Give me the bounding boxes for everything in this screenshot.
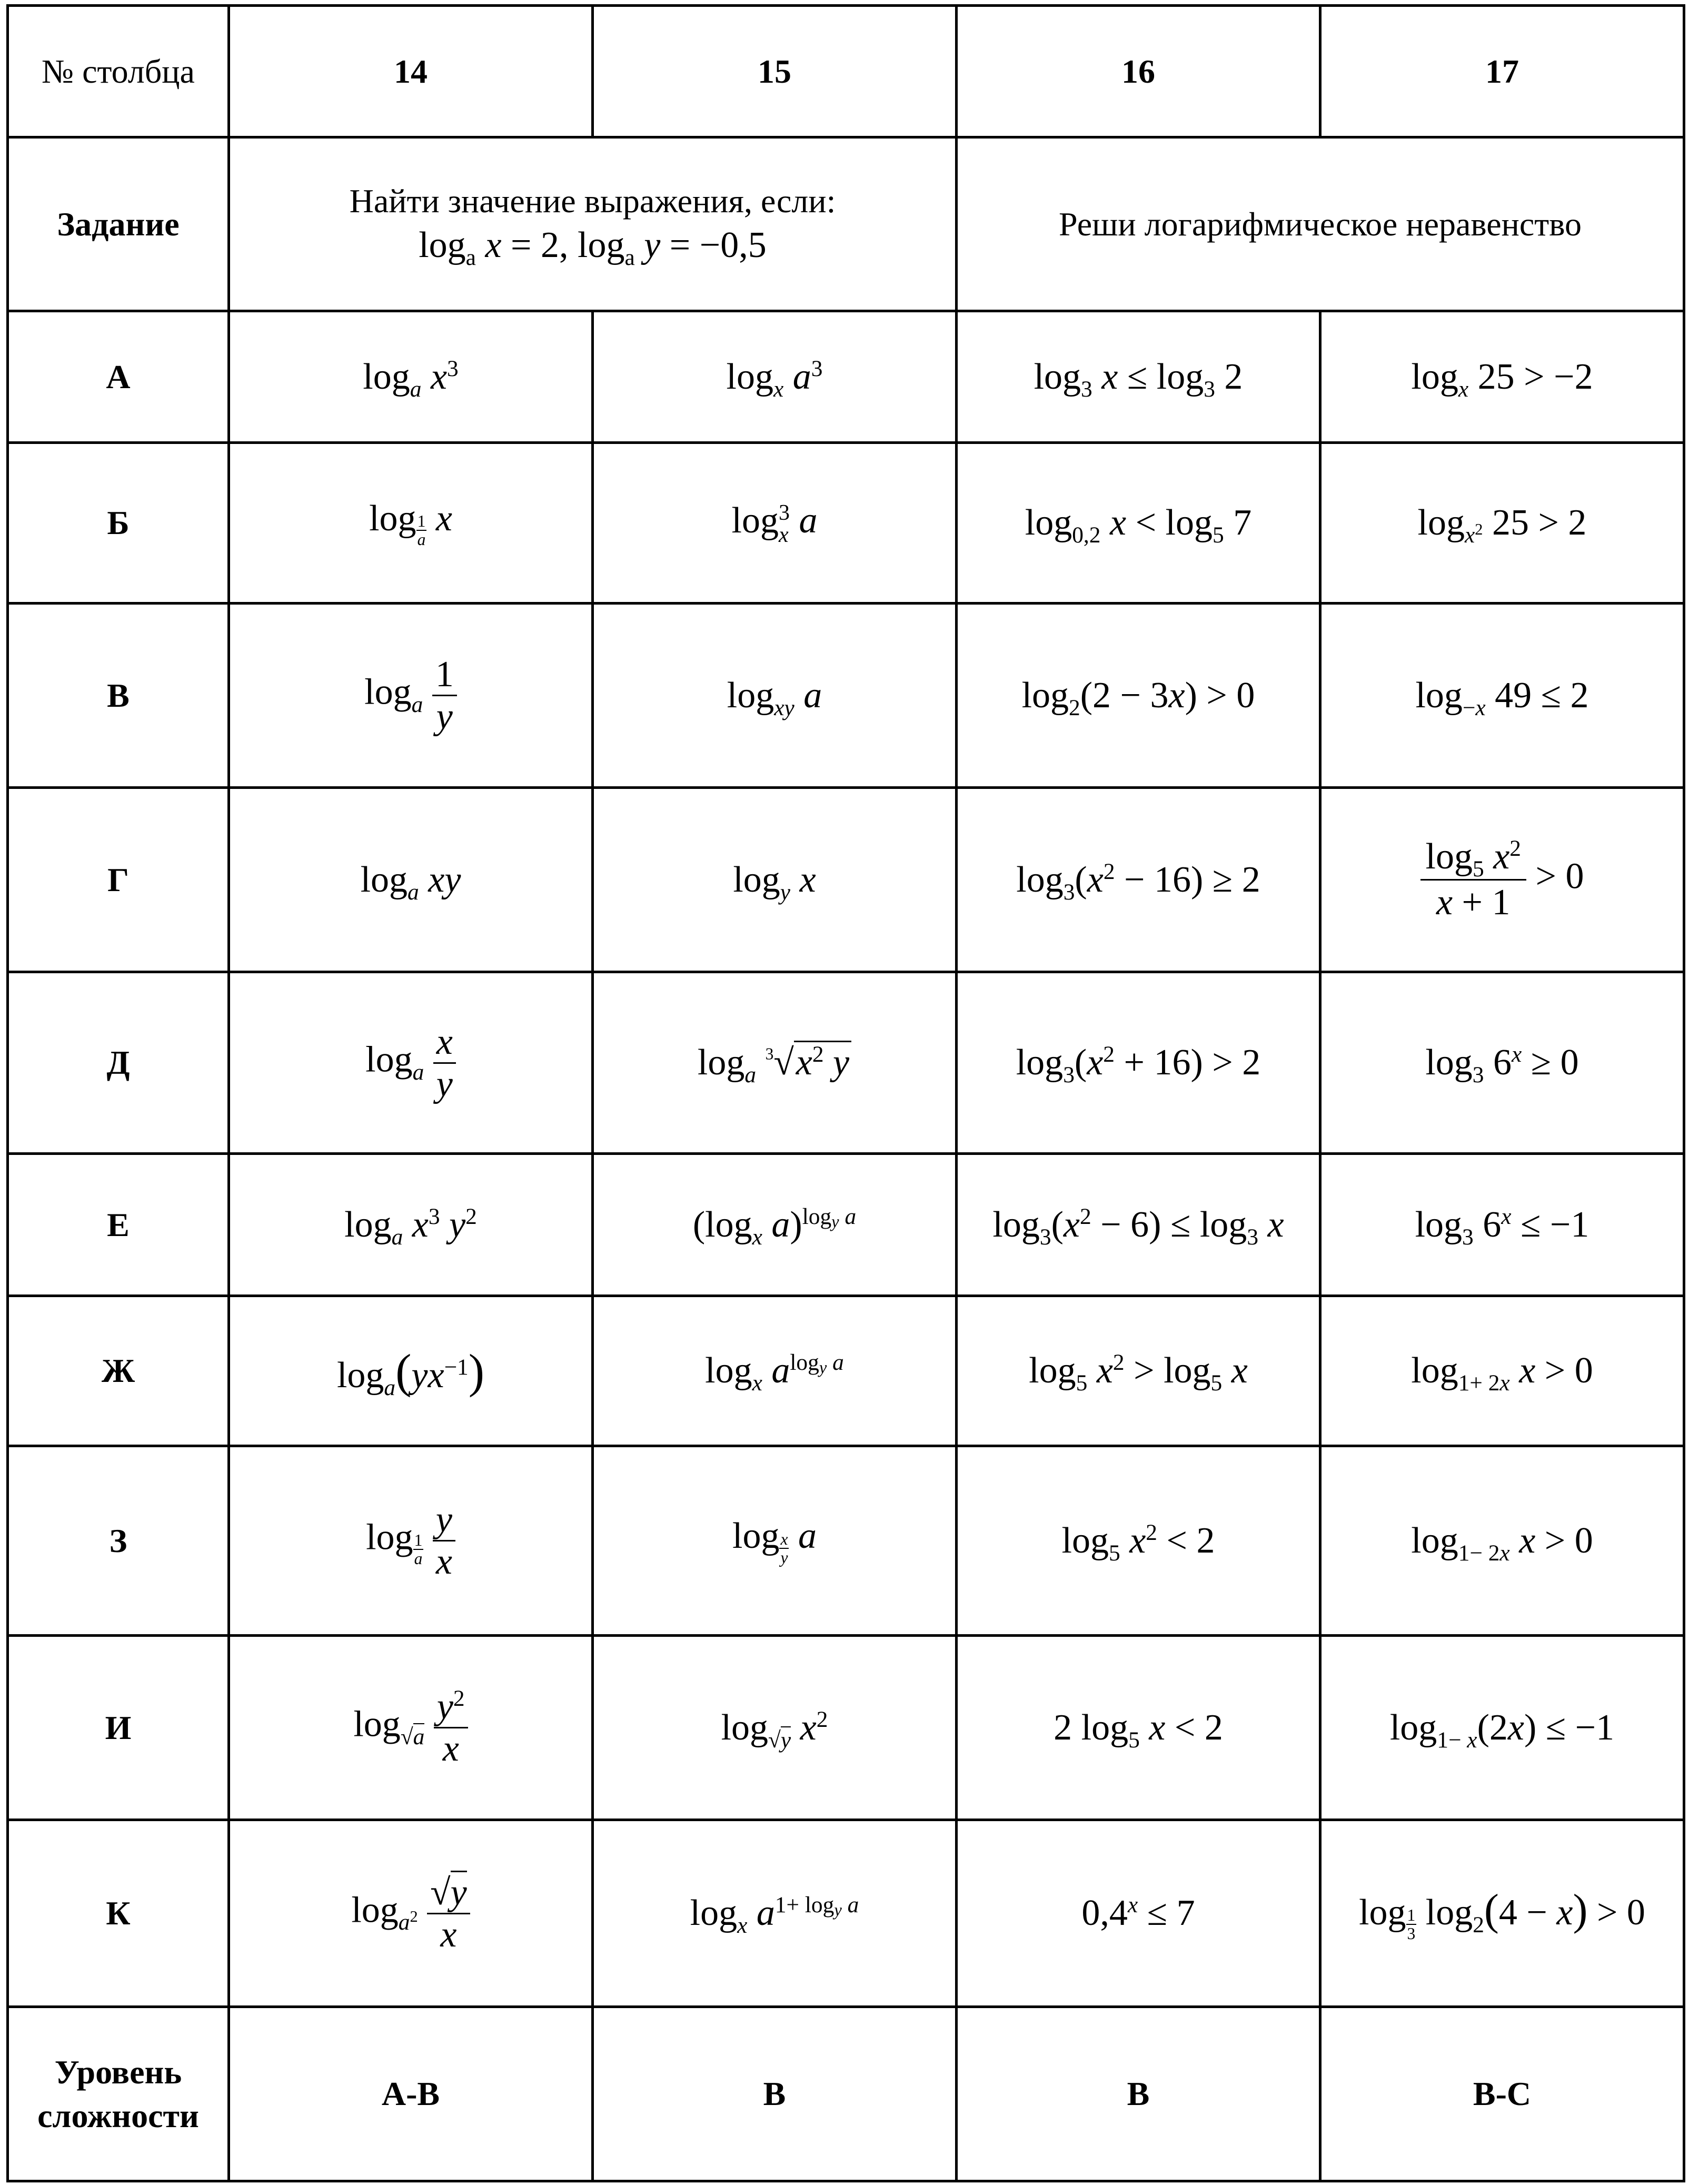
task-left-line1: Найти значение выражения, если:	[349, 182, 836, 220]
math-expression: $\frac{\log_5 x^2}{x + 1}$ > 0	[1320, 788, 1684, 972]
math-expression: $\log_a(yx^{-1})$	[229, 1296, 593, 1446]
level-value-14: A-B	[229, 2007, 593, 2181]
row-Ж	[8, 1296, 1684, 1446]
row-А	[8, 311, 1684, 443]
row-Е	[8, 1154, 1684, 1296]
math-expression: $\log_5 x^2 < 2$	[957, 1446, 1320, 1636]
math-expression: $\log_{xy} a$	[593, 604, 957, 788]
level-label-line1: Уровень	[54, 2053, 182, 2091]
math-expression: log 3 x a	[593, 443, 957, 604]
level-value-16: B	[957, 2007, 1320, 2181]
math-expression: ($\log_x$ a)$^{logy a}$	[593, 1154, 957, 1296]
level-label	[8, 2007, 229, 2181]
math-expression: $\log_{0,2} x < \log_5 7$	[957, 443, 1320, 604]
level-value-15: B	[593, 2007, 957, 2181]
task-right-text: Реши логарифмическое неравенство	[957, 137, 1684, 311]
level-row	[8, 2007, 1684, 2181]
math-expression: $\log_a$ $\frac{x}{y}$	[229, 972, 593, 1154]
row-Д	[8, 972, 1684, 1154]
math-expression: $\log_3 6^x \ge 0$	[1320, 972, 1684, 1154]
assignment-table	[6, 4, 1685, 2182]
math-expression: $\log_2(2 - 3x) > 0$	[957, 604, 1320, 788]
row-label: В	[8, 604, 229, 788]
math-expression: $\log_x a^{1+ logy a}$	[593, 1820, 957, 2007]
header-row	[8, 6, 1684, 137]
row-label: Д	[8, 972, 229, 1154]
math-expression: $\log_{√a}$ $\frac{y^2}{x}$	[229, 1636, 593, 1820]
math-expression: log $\frac{x}{y}$ a	[593, 1446, 957, 1636]
math-expression: log $\frac{1}{3}$ $\log_2(4 - x) > 0$	[1320, 1820, 1684, 2007]
math-expression: 2 $\log_5 x < 2$	[957, 1636, 1320, 1820]
row-label: К	[8, 1820, 229, 2007]
math-expression: log $\frac{1}{a}$ x	[229, 443, 593, 604]
math-expression: log $\frac{1}{a}$ $\frac{y}{x}$	[229, 1446, 593, 1636]
row-К	[8, 1820, 1684, 2007]
row-label: Б	[8, 443, 229, 604]
math-expression: $\log_a$ xy	[229, 788, 593, 972]
math-expression: $\log_{a^2}$ $\frac{√y}{x}$	[229, 1820, 593, 2007]
column-header-17: 17	[1320, 6, 1684, 137]
column-header-14: 14	[229, 6, 593, 137]
math-expression: $\log_x 25 > -2$	[1320, 311, 1684, 443]
column-header-16: 16	[957, 6, 1320, 137]
task-left-text	[229, 137, 957, 311]
task-left-condition	[233, 222, 952, 269]
math-task-condition: $\log_a x = 2$, $\log_a y = -0,5$	[419, 224, 767, 270]
math-expression: $\log_3(x^2 - 6) \le \log_3 x$	[957, 1154, 1320, 1296]
math-expression: $\log_3 x \le \log_3 2$	[957, 311, 1320, 443]
task-row	[8, 137, 1684, 311]
task-label: Задание	[8, 137, 229, 311]
row-label: И	[8, 1636, 229, 1820]
row-И	[8, 1636, 1684, 1820]
math-expression: $\log_{-x} 49 \le 2$	[1320, 604, 1684, 788]
row-Б	[8, 443, 1684, 604]
math-expression: $0,4^x \le 7$	[957, 1820, 1320, 2007]
column-header-15: 15	[593, 6, 957, 137]
row-label: З	[8, 1446, 229, 1636]
math-expression: $\log_{1+ 2x} x > 0$	[1320, 1296, 1684, 1446]
math-expression: $\log_{√y} x^2$	[593, 1636, 957, 1820]
math-expression: $\log_{x^2} 25 > 2$	[1320, 443, 1684, 604]
row-Г	[8, 788, 1684, 972]
math-expression: $\log_3 6^x \le -1$	[1320, 1154, 1684, 1296]
math-expression: $\log_3(x^2 + 16) > 2$	[957, 972, 1320, 1154]
math-expression: $\log_a$ $\frac{1}{y}$	[229, 604, 593, 788]
math-expression: $\log_x a^{logy a}$	[593, 1296, 957, 1446]
row-label: Е	[8, 1154, 229, 1296]
math-expression: $\log_{1- 2x} x > 0$	[1320, 1446, 1684, 1636]
row-label: А	[8, 311, 229, 443]
math-expression: $\log_x a^3$	[593, 311, 957, 443]
math-expression: $\log_a x^3$ $y^2$	[229, 1154, 593, 1296]
level-label-line2: сложности	[37, 2097, 199, 2134]
math-expression: $\log_a x^3$	[229, 311, 593, 443]
math-expression: $\log_3(x^2 - 16) \ge 2$	[957, 788, 1320, 972]
row-В	[8, 604, 1684, 788]
math-expression: $\log_5 x^2 > \log_5 x$	[957, 1296, 1320, 1446]
level-value-17: B-C	[1320, 2007, 1684, 2181]
row-label: Ж	[8, 1296, 229, 1446]
math-expression: $\log_y x$	[593, 788, 957, 972]
row-label: Г	[8, 788, 229, 972]
math-expression: $\log_{1- x}(2x) \le -1$	[1320, 1636, 1684, 1820]
row-З	[8, 1446, 1684, 1636]
math-expression: $\log_a ^3√x^2$ y	[593, 972, 957, 1154]
column-number-header: № столбца	[8, 6, 229, 137]
